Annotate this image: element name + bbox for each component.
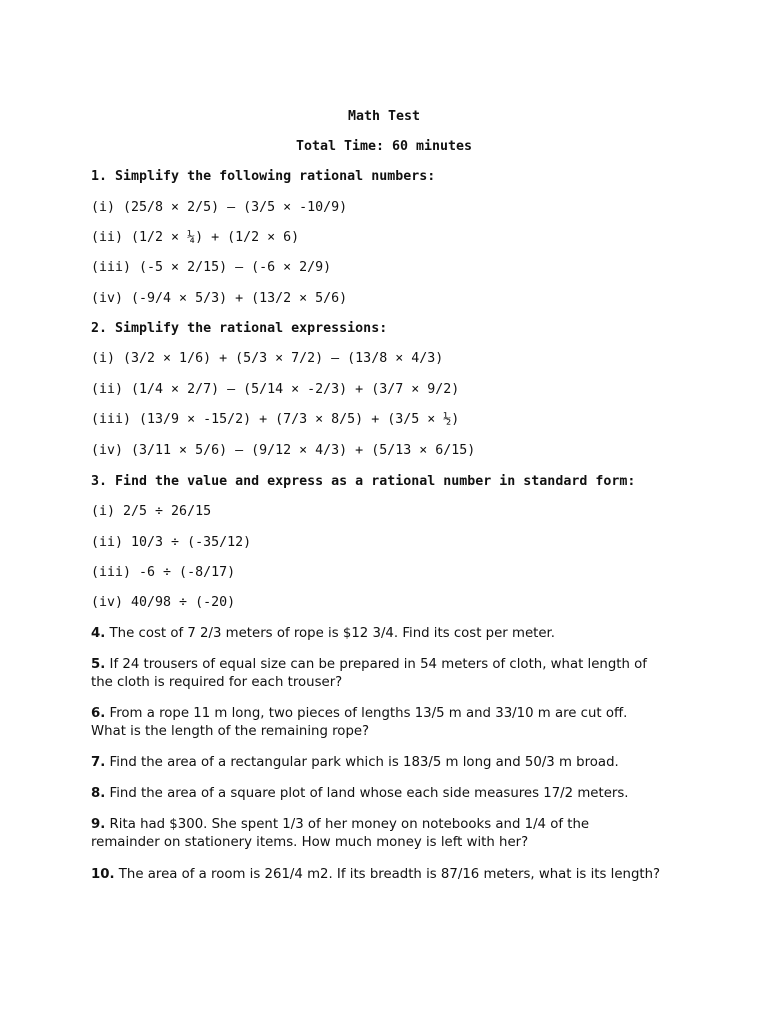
problem-text: The area of a room is 261/4 m2. If its breadth is 87/16 meters, what is its length? <box>118 867 661 882</box>
section-1-item-4: (iv) (-9/4 × 5/3) + (13/2 × 5/6) <box>91 291 348 306</box>
problem-10 <box>91 866 661 884</box>
problem-text: Find the area of a rectangular park which is 183/5 m long and 50/3 m broad. <box>109 755 619 770</box>
problem-5 <box>91 656 661 692</box>
problem-number: 7. <box>91 755 106 770</box>
section-1-item-2: (ii) (1/2 × ¼) + (1/2 × 6) <box>91 230 300 245</box>
section-1-item-1: (i) (25/8 × 2/5) – (3/5 × -10/9) <box>91 200 348 215</box>
section-1-item-3: (iii) (-5 × 2/15) – (-6 × 2/9) <box>91 260 332 275</box>
problem-7 <box>91 754 661 772</box>
problem-number: 8. <box>91 786 106 801</box>
section-2-item-2: (ii) (1/4 × 2/7) – (5/14 × -2/3) + (3/7 × 9/2) <box>91 382 460 397</box>
problem-number: 9. <box>91 817 106 832</box>
problem-number: 4. <box>91 626 106 641</box>
problem-text: Rita had $300. She spent 1/3 of her money on notebooks and 1/4 of the remainder on stationery items. How much money is left with her? <box>91 817 590 850</box>
section-1-heading: 1. Simplify the following rational numbers: <box>91 169 436 184</box>
problem-number: 6. <box>91 706 106 721</box>
problem-4 <box>91 625 661 643</box>
problem-8 <box>91 785 661 803</box>
section-2-item-4: (iv) (3/11 × 5/6) – (9/12 × 4/3) + (5/13 × 6/15) <box>91 443 476 458</box>
section-2-item-3: (iii) (13/9 × -15/2) + (7/3 × 8/5) + (3/5 × ½) <box>91 412 460 427</box>
page-subtitle: Total Time: 60 minutes <box>295 139 473 154</box>
section-3-item-4: (iv) 40/98 ÷ (-20) <box>91 595 236 610</box>
section-2-item-1: (i) (3/2 × 1/6) + (5/3 × 7/2) – (13/8 × 4/3) <box>91 351 444 366</box>
problem-9 <box>91 816 661 852</box>
problem-6 <box>91 705 661 741</box>
problem-number: 5. <box>91 657 106 672</box>
page-title: Math Test <box>347 109 421 124</box>
problem-text: If 24 trousers of equal size can be prepared in 54 meters of cloth, what length of the cloth is required for each trouser? <box>91 657 647 690</box>
section-3-heading: 3. Find the value and express as a rational number in standard form: <box>91 474 636 489</box>
section-3-item-2: (ii) 10/3 ÷ (-35/12) <box>91 535 252 550</box>
problem-text: Find the area of a square plot of land whose each side measures 17/2 meters. <box>109 786 629 801</box>
problem-text: From a rope 11 m long, two pieces of lengths 13/5 m and 33/10 m are cut off. What is the length of the remaining rope? <box>91 706 628 739</box>
section-3-item-3: (iii) -6 ÷ (-8/17) <box>91 565 236 580</box>
problem-text: The cost of 7 2/3 meters of rope is $12 3/4. Find its cost per meter. <box>109 626 555 641</box>
section-3-item-1: (i) 2/5 ÷ 26/15 <box>91 504 212 519</box>
problem-number: 10. <box>91 867 115 882</box>
section-2-heading: 2. Simplify the rational expressions: <box>91 321 388 336</box>
